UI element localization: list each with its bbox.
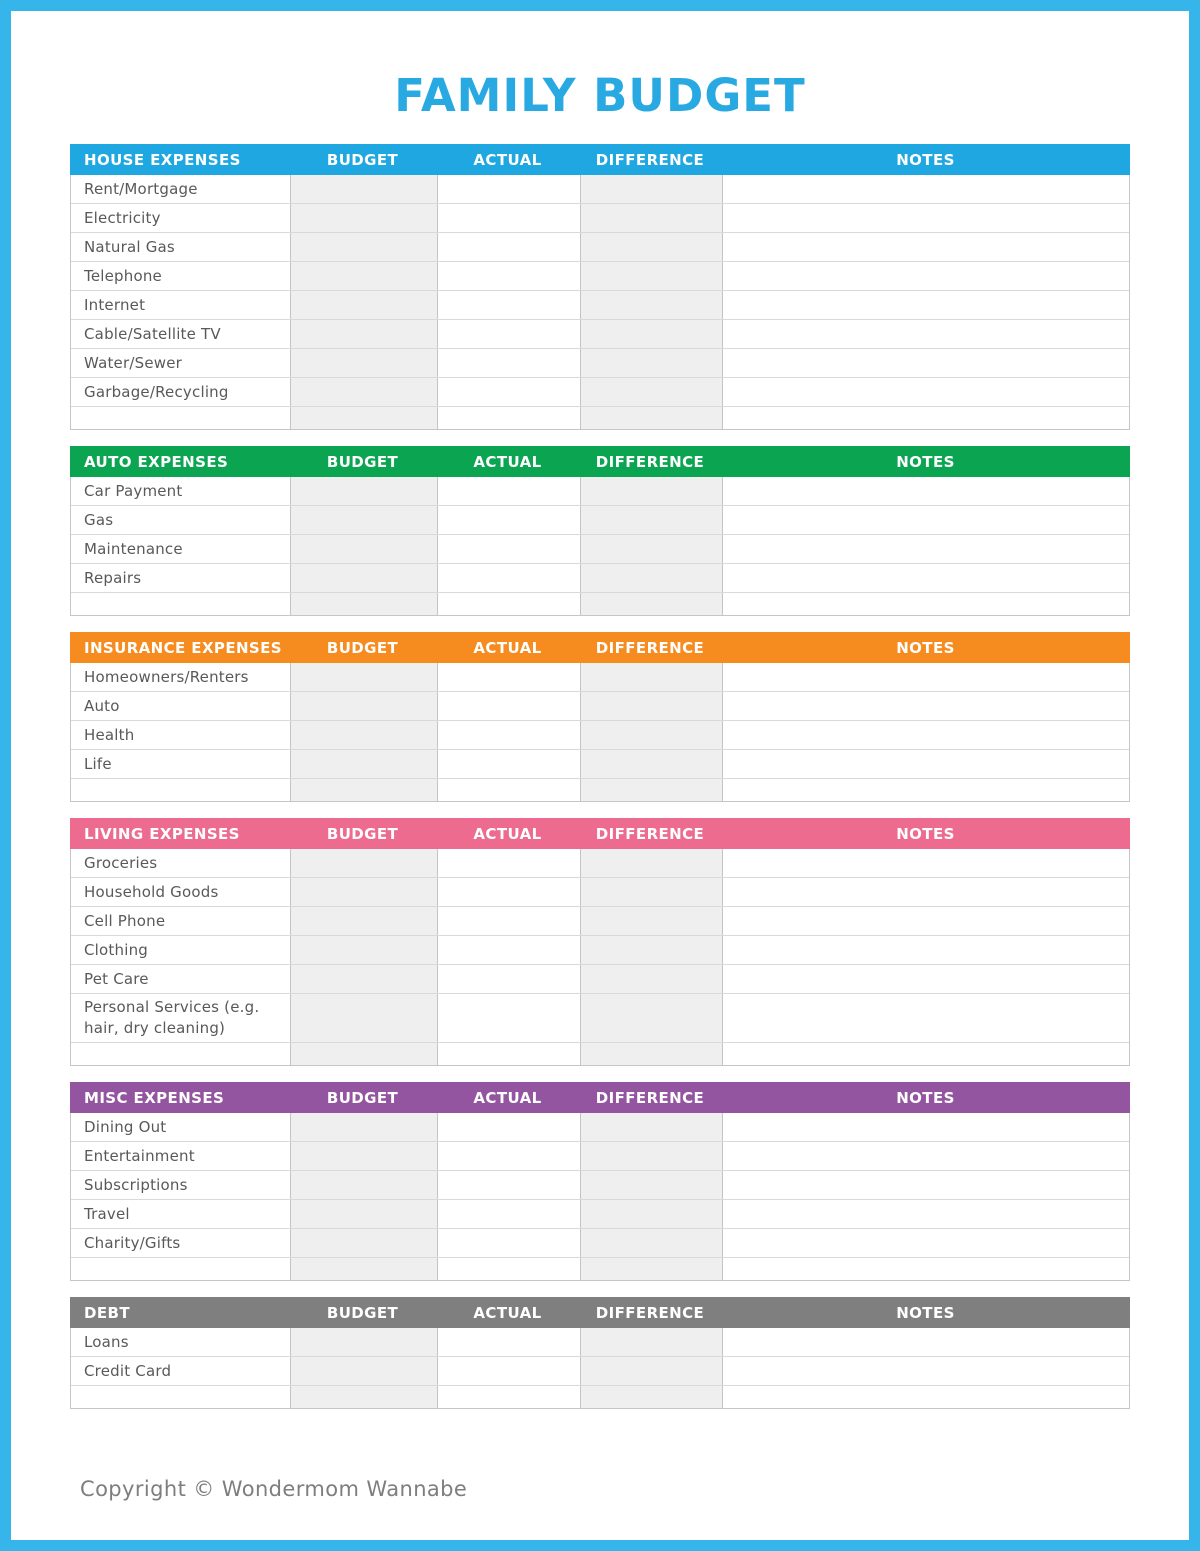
column-header-budget: BUDGET: [326, 452, 399, 471]
cell-budget: [290, 1258, 437, 1280]
cell-notes: [722, 1357, 1129, 1385]
table-row-household-goods: [71, 878, 1129, 907]
cell-difference: [580, 175, 722, 203]
cell-actual: [437, 262, 580, 290]
section-body: [70, 1113, 1130, 1281]
section-body: [70, 477, 1130, 616]
cell-difference: [580, 1200, 722, 1228]
row-label: Car Payment: [71, 477, 290, 505]
cell-difference: [580, 1171, 722, 1199]
cell-actual: [437, 849, 580, 877]
cell-notes: [722, 262, 1129, 290]
cell-actual: [437, 407, 580, 429]
table-row-health: [71, 721, 1129, 750]
row-label: Life: [71, 750, 290, 778]
cell-difference: [580, 262, 722, 290]
row-label: Gas: [71, 506, 290, 534]
table-row-garbage-recycling: [71, 378, 1129, 407]
cell-notes: [722, 175, 1129, 203]
cell-actual: [437, 506, 580, 534]
cell-budget: [290, 750, 437, 778]
row-label: Cell Phone: [71, 907, 290, 935]
section-header: [70, 1082, 1130, 1113]
cell-actual: [437, 593, 580, 615]
table-row-entertainment: [71, 1142, 1129, 1171]
column-header-notes: NOTES: [896, 824, 955, 843]
cell-budget: [290, 175, 437, 203]
cell-notes: [722, 593, 1129, 615]
cell-budget: [290, 1200, 437, 1228]
row-label: Dining Out: [71, 1113, 290, 1141]
cell-notes: [722, 1229, 1129, 1257]
cell-difference: [580, 1113, 722, 1141]
cell-notes: [722, 1386, 1129, 1408]
table-row-personal-services-e-g-hair-dry-cleaning: [71, 994, 1129, 1043]
table-row-maintenance: [71, 535, 1129, 564]
table-row-pet-care: [71, 965, 1129, 994]
cell-actual: [437, 1171, 580, 1199]
cell-notes: [722, 1142, 1129, 1170]
cell-budget: [290, 407, 437, 429]
table-row-homeowners-renters: [71, 663, 1129, 692]
cell-actual: [437, 936, 580, 964]
table-row-blank: [71, 1258, 1129, 1280]
row-label: Clothing: [71, 936, 290, 964]
row-label: Auto: [71, 692, 290, 720]
cell-budget: [290, 1357, 437, 1385]
cell-actual: [437, 878, 580, 906]
cell-difference: [580, 1142, 722, 1170]
row-label: Electricity: [71, 204, 290, 232]
column-header-notes: NOTES: [896, 150, 955, 169]
cell-notes: [722, 936, 1129, 964]
row-label: [71, 779, 290, 801]
cell-notes: [722, 291, 1129, 319]
cell-difference: [580, 564, 722, 592]
cell-actual: [437, 349, 580, 377]
section-misc-expenses: [70, 1082, 1130, 1281]
table-row-internet: [71, 291, 1129, 320]
page-content: [11, 69, 1189, 1501]
cell-notes: [722, 564, 1129, 592]
cell-actual: [437, 233, 580, 261]
section-title: AUTO EXPENSES: [84, 452, 229, 471]
column-header-actual: ACTUAL: [473, 150, 542, 169]
cell-difference: [580, 994, 722, 1042]
cell-notes: [722, 750, 1129, 778]
cell-difference: [580, 1328, 722, 1356]
column-header-actual: ACTUAL: [473, 638, 542, 657]
section-header: [70, 446, 1130, 477]
cell-budget: [290, 378, 437, 406]
section-title: MISC EXPENSES: [84, 1088, 225, 1107]
row-label: Water/Sewer: [71, 349, 290, 377]
column-header-difference: DIFFERENCE: [595, 638, 705, 657]
row-label: [71, 1386, 290, 1408]
cell-notes: [722, 204, 1129, 232]
cell-actual: [437, 994, 580, 1042]
cell-difference: [580, 1357, 722, 1385]
section-title: LIVING EXPENSES: [84, 824, 240, 843]
table-row-subscriptions: [71, 1171, 1129, 1200]
cell-notes: [722, 721, 1129, 749]
cell-difference: [580, 849, 722, 877]
cell-difference: [580, 1258, 722, 1280]
section-header: [70, 818, 1130, 849]
column-header-notes: NOTES: [896, 1303, 955, 1322]
table-row-rent-mortgage: [71, 175, 1129, 204]
cell-notes: [722, 320, 1129, 348]
cell-notes: [722, 994, 1129, 1042]
cell-difference: [580, 878, 722, 906]
cell-difference: [580, 535, 722, 563]
cell-notes: [722, 878, 1129, 906]
copyright-text: Copyright © Wondermom Wannabe: [80, 1477, 468, 1501]
table-row-groceries: [71, 849, 1129, 878]
cell-actual: [437, 204, 580, 232]
cell-notes: [722, 663, 1129, 691]
table-row-cable-satellite-tv: [71, 320, 1129, 349]
section-living-expenses: [70, 818, 1130, 1066]
row-label: Travel: [71, 1200, 290, 1228]
cell-notes: [722, 1171, 1129, 1199]
cell-budget: [290, 1142, 437, 1170]
row-label: Charity/Gifts: [71, 1229, 290, 1257]
column-header-budget: BUDGET: [326, 1303, 399, 1322]
section-debt: [70, 1297, 1130, 1409]
cell-budget: [290, 506, 437, 534]
cell-difference: [580, 349, 722, 377]
table-row-gas: [71, 506, 1129, 535]
cell-budget: [290, 1113, 437, 1141]
cell-budget: [290, 663, 437, 691]
cell-actual: [437, 965, 580, 993]
column-header-difference: DIFFERENCE: [595, 824, 705, 843]
row-label: Natural Gas: [71, 233, 290, 261]
cell-budget: [290, 692, 437, 720]
table-row-blank: [71, 779, 1129, 801]
row-label: Credit Card: [71, 1357, 290, 1385]
column-header-budget: BUDGET: [326, 824, 399, 843]
row-label: Entertainment: [71, 1142, 290, 1170]
cell-budget: [290, 477, 437, 505]
cell-difference: [580, 378, 722, 406]
cell-difference: [580, 750, 722, 778]
cell-budget: [290, 349, 437, 377]
row-label: Homeowners/Renters: [71, 663, 290, 691]
cell-notes: [722, 849, 1129, 877]
cell-difference: [580, 1386, 722, 1408]
cell-difference: [580, 477, 722, 505]
table-row-electricity: [71, 204, 1129, 233]
table-row-blank: [71, 1386, 1129, 1408]
cell-notes: [722, 349, 1129, 377]
cell-actual: [437, 692, 580, 720]
cell-budget: [290, 535, 437, 563]
row-label: Personal Services (e.g. hair, dry cleaning): [71, 994, 290, 1042]
section-auto-expenses: [70, 446, 1130, 616]
cell-notes: [722, 378, 1129, 406]
cell-actual: [437, 779, 580, 801]
cell-difference: [580, 506, 722, 534]
column-header-difference: DIFFERENCE: [595, 1303, 705, 1322]
column-header-budget: BUDGET: [326, 1088, 399, 1107]
column-header-actual: ACTUAL: [473, 824, 542, 843]
table-row-telephone: [71, 262, 1129, 291]
cell-difference: [580, 291, 722, 319]
row-label: Loans: [71, 1328, 290, 1356]
cell-budget: [290, 1171, 437, 1199]
table-row-blank: [71, 593, 1129, 615]
row-label: [71, 1258, 290, 1280]
cell-budget: [290, 994, 437, 1042]
column-header-difference: DIFFERENCE: [595, 150, 705, 169]
cell-notes: [722, 506, 1129, 534]
cell-notes: [722, 907, 1129, 935]
table-row-loans: [71, 1328, 1129, 1357]
row-label: Internet: [71, 291, 290, 319]
cell-notes: [722, 233, 1129, 261]
cell-budget: [290, 262, 437, 290]
table-row-car-payment: [71, 477, 1129, 506]
table-row-charity-gifts: [71, 1229, 1129, 1258]
row-label: Health: [71, 721, 290, 749]
cell-actual: [437, 1113, 580, 1141]
cell-notes: [722, 1113, 1129, 1141]
row-label: Household Goods: [71, 878, 290, 906]
section-insurance-expenses: [70, 632, 1130, 802]
cell-budget: [290, 1386, 437, 1408]
section-title: HOUSE EXPENSES: [84, 150, 241, 169]
cell-actual: [437, 535, 580, 563]
table-row-cell-phone: [71, 907, 1129, 936]
cell-budget: [290, 233, 437, 261]
cell-difference: [580, 721, 722, 749]
cell-budget: [290, 1328, 437, 1356]
cell-budget: [290, 564, 437, 592]
table-row-repairs: [71, 564, 1129, 593]
section-house-expenses: [70, 144, 1130, 430]
cell-notes: [722, 779, 1129, 801]
cell-budget: [290, 907, 437, 935]
cell-difference: [580, 1043, 722, 1065]
cell-notes: [722, 535, 1129, 563]
row-label: Pet Care: [71, 965, 290, 993]
column-header-budget: BUDGET: [326, 150, 399, 169]
cell-notes: [722, 1043, 1129, 1065]
table-row-natural-gas: [71, 233, 1129, 262]
cell-budget: [290, 320, 437, 348]
cell-actual: [437, 477, 580, 505]
row-label: [71, 593, 290, 615]
table-row-credit-card: [71, 1357, 1129, 1386]
cell-actual: [437, 1357, 580, 1385]
column-header-actual: ACTUAL: [473, 452, 542, 471]
table-row-blank: [71, 1043, 1129, 1065]
cell-actual: [437, 721, 580, 749]
cell-actual: [437, 750, 580, 778]
table-row-auto: [71, 692, 1129, 721]
row-label: Maintenance: [71, 535, 290, 563]
budget-sections: [70, 144, 1130, 1409]
cell-budget: [290, 936, 437, 964]
cell-difference: [580, 936, 722, 964]
cell-budget: [290, 779, 437, 801]
cell-budget: [290, 849, 437, 877]
cell-budget: [290, 1043, 437, 1065]
column-header-actual: ACTUAL: [473, 1303, 542, 1322]
cell-difference: [580, 907, 722, 935]
cell-budget: [290, 721, 437, 749]
cell-actual: [437, 291, 580, 319]
column-header-actual: ACTUAL: [473, 1088, 542, 1107]
cell-actual: [437, 1043, 580, 1065]
column-header-difference: DIFFERENCE: [595, 1088, 705, 1107]
section-header: [70, 144, 1130, 175]
table-row-water-sewer: [71, 349, 1129, 378]
row-label: Cable/Satellite TV: [71, 320, 290, 348]
cell-notes: [722, 692, 1129, 720]
row-label: Garbage/Recycling: [71, 378, 290, 406]
column-header-notes: NOTES: [896, 452, 955, 471]
row-label: [71, 407, 290, 429]
cell-actual: [437, 907, 580, 935]
section-title: INSURANCE EXPENSES: [84, 638, 282, 657]
cell-difference: [580, 965, 722, 993]
cell-actual: [437, 564, 580, 592]
column-header-difference: DIFFERENCE: [595, 452, 705, 471]
table-row-blank: [71, 407, 1129, 429]
section-header: [70, 1297, 1130, 1328]
cell-budget: [290, 1229, 437, 1257]
cell-difference: [580, 779, 722, 801]
cell-difference: [580, 593, 722, 615]
cell-actual: [437, 175, 580, 203]
cell-actual: [437, 1328, 580, 1356]
cell-notes: [722, 965, 1129, 993]
cell-actual: [437, 1142, 580, 1170]
cell-difference: [580, 233, 722, 261]
table-row-clothing: [71, 936, 1129, 965]
cell-difference: [580, 320, 722, 348]
cell-actual: [437, 1229, 580, 1257]
section-header: [70, 632, 1130, 663]
column-header-budget: BUDGET: [326, 638, 399, 657]
section-body: [70, 175, 1130, 430]
row-label: Groceries: [71, 849, 290, 877]
cell-budget: [290, 965, 437, 993]
table-row-travel: [71, 1200, 1129, 1229]
cell-actual: [437, 1386, 580, 1408]
row-label: Subscriptions: [71, 1171, 290, 1199]
section-body: [70, 849, 1130, 1066]
cell-notes: [722, 1328, 1129, 1356]
row-label: Repairs: [71, 564, 290, 592]
cell-budget: [290, 291, 437, 319]
cell-actual: [437, 1200, 580, 1228]
cell-budget: [290, 593, 437, 615]
cell-actual: [437, 378, 580, 406]
row-label: Telephone: [71, 262, 290, 290]
row-label: [71, 1043, 290, 1065]
cell-notes: [722, 407, 1129, 429]
section-body: [70, 1328, 1130, 1409]
table-row-dining-out: [71, 1113, 1129, 1142]
row-label: Rent/Mortgage: [71, 175, 290, 203]
cell-actual: [437, 1258, 580, 1280]
cell-budget: [290, 204, 437, 232]
cell-difference: [580, 663, 722, 691]
cell-actual: [437, 663, 580, 691]
section-body: [70, 663, 1130, 802]
cell-difference: [580, 204, 722, 232]
cell-budget: [290, 878, 437, 906]
cell-actual: [437, 320, 580, 348]
cell-notes: [722, 477, 1129, 505]
table-row-life: [71, 750, 1129, 779]
column-header-notes: NOTES: [896, 1088, 955, 1107]
section-title: DEBT: [84, 1303, 130, 1322]
column-header-notes: NOTES: [896, 638, 955, 657]
cell-difference: [580, 1229, 722, 1257]
cell-difference: [580, 692, 722, 720]
page-title: FAMILY BUDGET: [394, 69, 806, 122]
cell-notes: [722, 1200, 1129, 1228]
cell-difference: [580, 407, 722, 429]
cell-notes: [722, 1258, 1129, 1280]
